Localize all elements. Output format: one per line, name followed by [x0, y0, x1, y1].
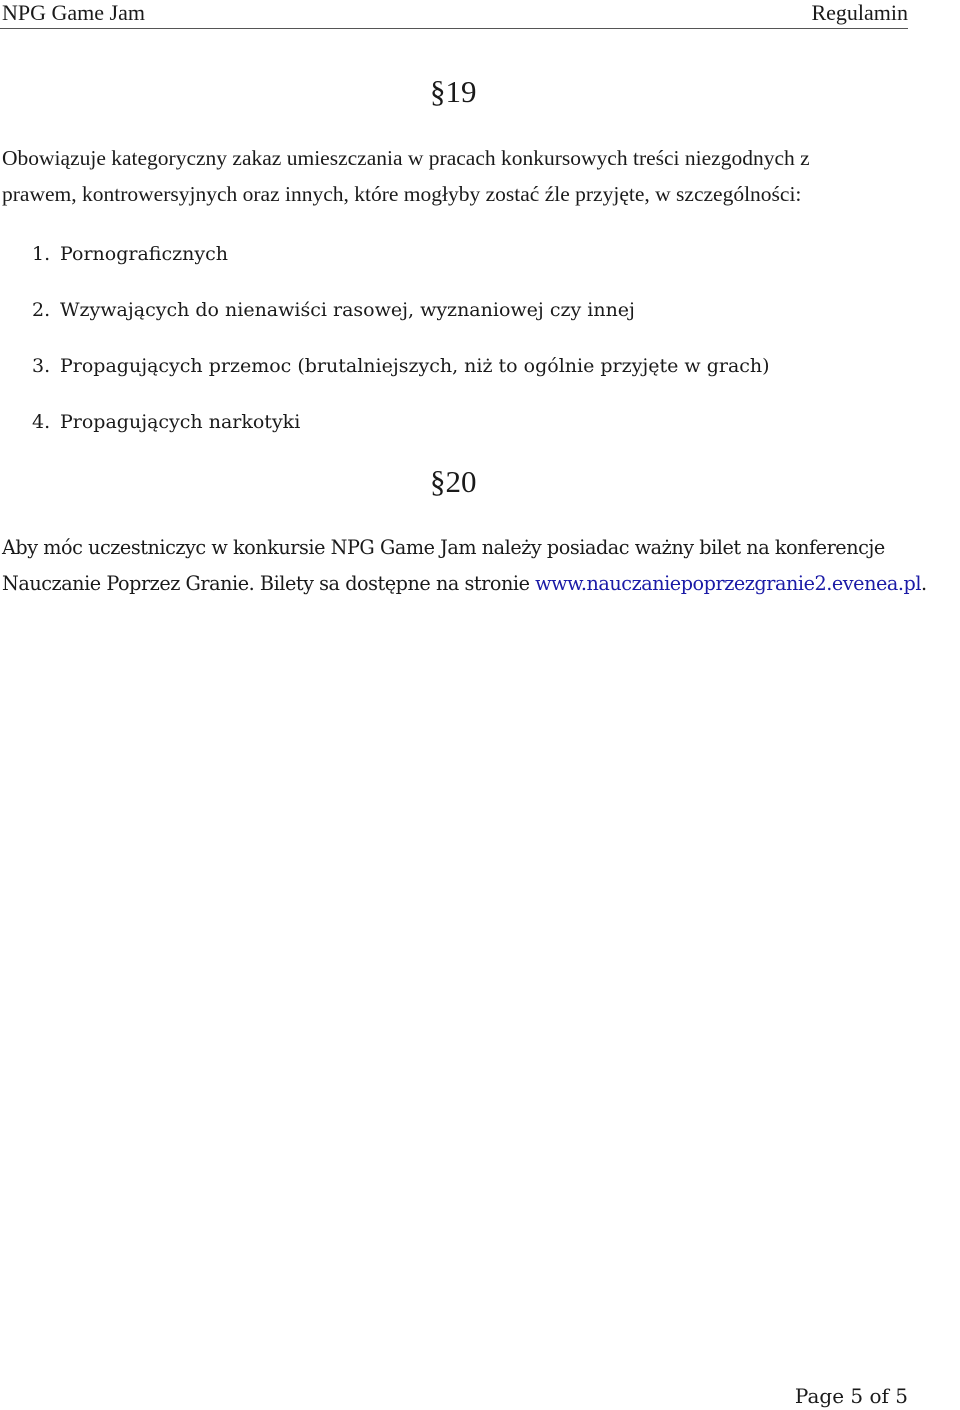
- list-item-number: 3.: [32, 355, 51, 377]
- list-item-text: Propagujących narkotyki: [60, 411, 301, 433]
- list-item: [32, 296, 770, 352]
- paragraph-line-2: prawem, kontrowersyjnych oraz innych, które mogłyby zostać źle przyjęte, w szczególności:: [2, 182, 802, 206]
- page-header: [0, 0, 908, 29]
- paragraph-line-2-text: Nauczanie Poprzez Granie. Bilety sa dostępne na stronie: [2, 572, 536, 595]
- paragraph-line-1: Aby móc uczestniczyc w konkursie NPG Game Jam należy posiadac ważny bilet na konferencje: [2, 536, 885, 559]
- list-item-text: Pornograficznych: [60, 243, 228, 265]
- list-item: [32, 408, 770, 464]
- paragraph-line-1: Obowiązuje kategoryczny zakaz umieszczania w pracach konkursowych treści niezgodnych z: [2, 146, 810, 170]
- paragraph-line-2-end: .: [921, 572, 927, 595]
- prohibited-content-list: [32, 240, 770, 464]
- header-title: NPG Game Jam: [2, 0, 145, 25]
- list-item-number: 1.: [32, 243, 51, 265]
- list-item: [32, 240, 770, 296]
- section-20-paragraph: [2, 530, 960, 602]
- list-item-number: 2.: [32, 299, 51, 321]
- tickets-link[interactable]: www.nauczaniepoprzezgranie2.evenea.pl: [535, 572, 922, 595]
- list-item-text: Propagujących przemoc (brutalniejszych, niż to ogólnie przyjęte w grach): [60, 355, 770, 377]
- list-item-number: 4.: [32, 411, 51, 433]
- list-item-text: Wzywających do nienawiści rasowej, wyznaniowej czy innej: [60, 299, 635, 321]
- page-number: Page 5 of 5: [794, 1384, 908, 1408]
- header-section: Regulamin: [811, 0, 908, 25]
- section-heading-20: §20: [430, 464, 477, 499]
- list-item: [32, 352, 770, 408]
- section-19-paragraph: [2, 140, 922, 212]
- section-heading-19: §19: [430, 74, 477, 109]
